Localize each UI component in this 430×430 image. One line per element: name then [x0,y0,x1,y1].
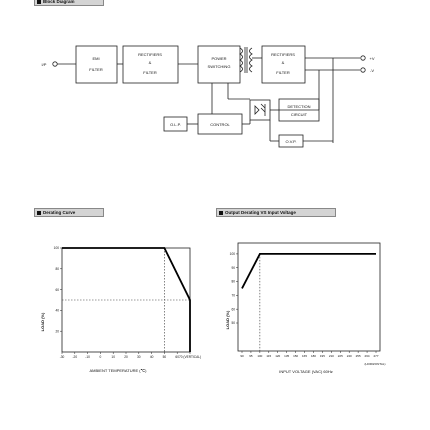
photocoupler-symbol [250,100,270,120]
y-tick-label: 60 [55,287,59,292]
input-derating-chart [225,243,386,374]
input-terminal [53,62,57,66]
y-tick-label: 80 [231,279,235,284]
rect2-label-2: & [281,60,285,65]
x-tick-label: 240 [346,354,352,358]
x-tick-label: 90 [240,354,244,358]
y-tick-label: 80 [55,267,59,271]
y-tick-label: 50 [231,321,235,326]
rect1-label-3: FILTER [143,70,157,75]
detection-label-1: DETECTION [287,104,311,109]
ovp-label: O.V.P. [285,139,297,144]
x-tick-label: 210 [328,354,334,358]
input-derating-series-line [242,254,376,289]
y-tick-label: 90 [231,265,235,270]
x-tick-label: -20 [72,355,78,359]
y-tick-label: 20 [55,329,59,334]
x-tick-label: 264 [364,354,370,358]
derating-curve-header: Derating Curve [34,208,104,217]
x-tick-label: 165 [302,354,308,358]
output-positive-label: +V [369,56,375,61]
detection-label-2: CIRCUIT [290,112,308,117]
x-tick-label: 70 (VERTICAL) [178,355,202,359]
x-tick-label: -10 [85,355,90,359]
x-tick-label: 30 [137,355,141,359]
y-tick-label: 70 [231,293,235,298]
x-tick-label: 60 [175,355,179,359]
x-tick-label: 10 [111,355,115,359]
rect1-label-1: RECTIFIERS [138,52,162,57]
derating-y-axis-label: LOAD (%) [40,312,45,332]
block-diagram-header: Block Diagram [34,0,104,6]
x-tick-label: -30 [59,355,65,359]
input-derating-y-axis-label: LOAD (%) [225,310,230,330]
power-label-2: SWITCHING [207,64,231,69]
emi-filter-block [76,46,117,83]
x-tick-label: 195 [319,354,325,358]
x-tick-label: 0 [99,355,102,359]
input-derating-x-axis-note: (HORIZONTAL) [364,362,386,366]
x-tick-label: 135 [284,354,290,358]
y-tick-label: 60 [231,307,235,312]
input-label: I/P [41,62,47,67]
output-negative-label: -V [370,68,374,73]
x-tick-label: 180 [310,354,316,358]
y-tick-label: 40 [55,308,59,313]
x-tick-label: 120 [275,354,281,358]
rect2-label-3: FILTER [276,70,290,75]
x-tick-label: 100 [257,354,263,358]
x-tick-label: 115 [266,354,272,358]
derating-chart [40,246,201,373]
x-tick-label: 20 [124,355,128,359]
x-tick-label: 225 [337,354,343,358]
x-tick-label: 277 [373,354,379,358]
x-tick-label: 150 [293,354,299,358]
output-positive-terminal [361,56,365,60]
rect2-label-1: RECTIFIERS [271,52,295,57]
derating-x-axis-label: AMBIENT TEMPERATURE (℃) [89,368,147,373]
input-derating-chart-frame [238,243,380,351]
emi-label-2: FILTER [89,67,103,72]
rect1-label-2: & [148,60,152,65]
output-derating-header: Output Derating VS Input Voltage [216,208,336,217]
input-derating-x-axis-label: INPUT VOLTAGE (VAC) 60Hz [279,369,333,374]
y-tick-label: 100 [53,246,59,251]
y-tick-label: 100 [229,252,235,257]
x-tick-label: 40 [149,355,154,359]
control-label: CONTROL [210,122,230,127]
output-negative-terminal [361,68,365,72]
x-tick-label: 50 [162,355,167,359]
x-tick-label: 255 [355,354,361,358]
olp-label: O.L.P. [170,122,181,127]
x-tick-label: 95 [249,354,253,358]
emi-label-1: EMI [92,56,100,61]
transformer-symbol [240,47,252,73]
power-label-1: POWER [211,56,227,61]
